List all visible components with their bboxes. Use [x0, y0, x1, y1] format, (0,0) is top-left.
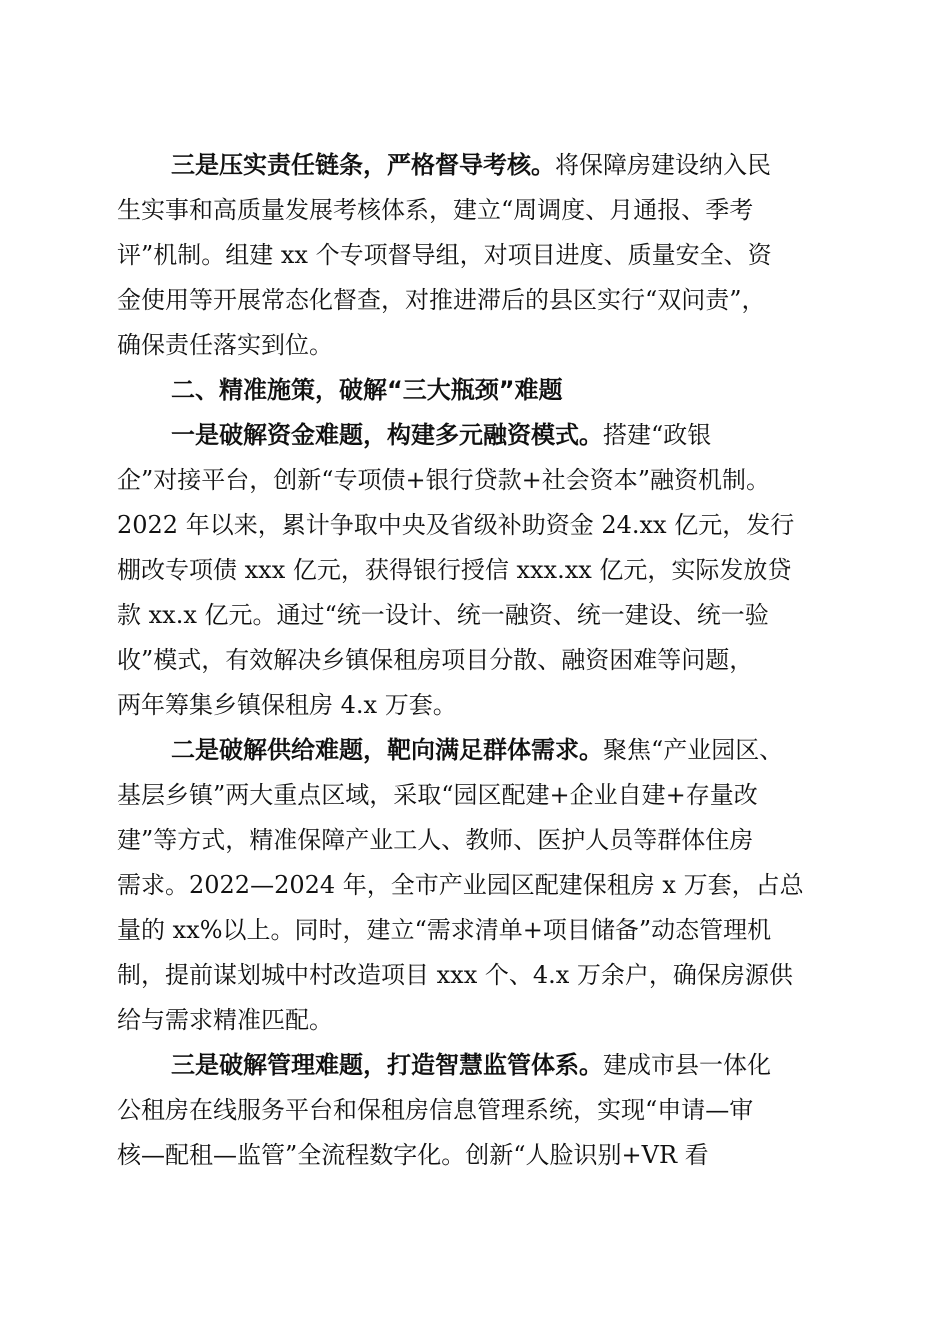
- paragraph-2-line-2: 企”对接平台，创新“专项债+银行贷款+社会资本”融资机制。: [117, 466, 771, 494]
- paragraph-4-text: 建成市县一体化: [603, 1051, 771, 1079]
- paragraph-2-text: 搭建“政银: [603, 421, 712, 449]
- paragraph-3-line-4: 需求。2022—2024 年，全市产业园区配建保租房 x 万套，占总: [117, 871, 804, 899]
- paragraph-1-line-5: 确保责任落实到位。: [117, 331, 333, 359]
- paragraph-2-line-7: 两年筹集乡镇保租房 4.x 万套。: [117, 691, 457, 719]
- paragraph-2-lead: 一是破解资金难题，构建多元融资模式。: [171, 420, 603, 449]
- paragraph-3-line-6: 制，提前谋划城中村改造项目 xxx 个、4.x 万余户，确保房源供: [117, 961, 793, 989]
- paragraph-4-line-3: 核—配租—监管”全流程数字化。创新“人脸识别+VR 看: [117, 1141, 709, 1169]
- paragraph-2-line-4: 棚改专项债 xxx 亿元，获得银行授信 xxx.xx 亿元，实际发放贷: [117, 556, 792, 584]
- paragraph-2-line-3: 2022 年以来，累计争取中央及省级补助资金 24.xx 亿元，发行: [117, 511, 795, 539]
- paragraph-4-lead: 三是破解管理难题，打造智慧监管体系。: [171, 1050, 603, 1079]
- paragraph-2-line-1: [171, 418, 711, 452]
- paragraph-1-line-2: 生实事和高质量发展考核体系，建立“周调度、月通报、季考: [117, 196, 754, 224]
- paragraph-3-text: 聚焦“产业园区、: [603, 736, 784, 764]
- paragraph-1-line-4: 金使用等开展常态化督查，对推进滞后的县区实行“双问责”，: [117, 286, 766, 314]
- paragraph-2-line-5: 款 xx.x 亿元。通过“统一设计、统一融资、统一建设、统一验: [117, 601, 769, 629]
- paragraph-1-line-3: 评”机制。组建 xx 个专项督导组，对项目进度、质量安全、资: [117, 241, 772, 269]
- paragraph-1-line-1: [171, 148, 771, 182]
- paragraph-4-line-2: 公租房在线服务平台和保租房信息管理系统，实现“申请—审: [117, 1096, 754, 1124]
- paragraph-3-lead: 二是破解供给难题，靶向满足群体需求。: [171, 735, 603, 764]
- paragraph-3-line-3: 建”等方式，精准保障产业工人、教师、医护人员等群体住房: [117, 826, 754, 854]
- paragraph-1-lead: 三是压实责任链条，严格督导考核。: [171, 150, 555, 179]
- section-heading: 二、精准施策，破解“三大瓶颈”难题: [171, 376, 563, 404]
- paragraph-3-line-2: 基层乡镇”两大重点区域，采取“园区配建+企业自建+存量改: [117, 781, 758, 809]
- paragraph-4-line-1: [171, 1048, 771, 1082]
- paragraph-1-text: 将保障房建设纳入民: [555, 151, 771, 179]
- paragraph-3-line-1: [171, 733, 783, 767]
- paragraph-3-line-7: 给与需求精准匹配。: [117, 1006, 333, 1034]
- paragraph-3-line-5: 量的 xx%以上。同时，建立“需求清单+项目储备”动态管理机: [117, 916, 772, 944]
- paragraph-2-line-6: 收”模式，有效解决乡镇保租房项目分散、融资困难等问题，: [117, 646, 754, 674]
